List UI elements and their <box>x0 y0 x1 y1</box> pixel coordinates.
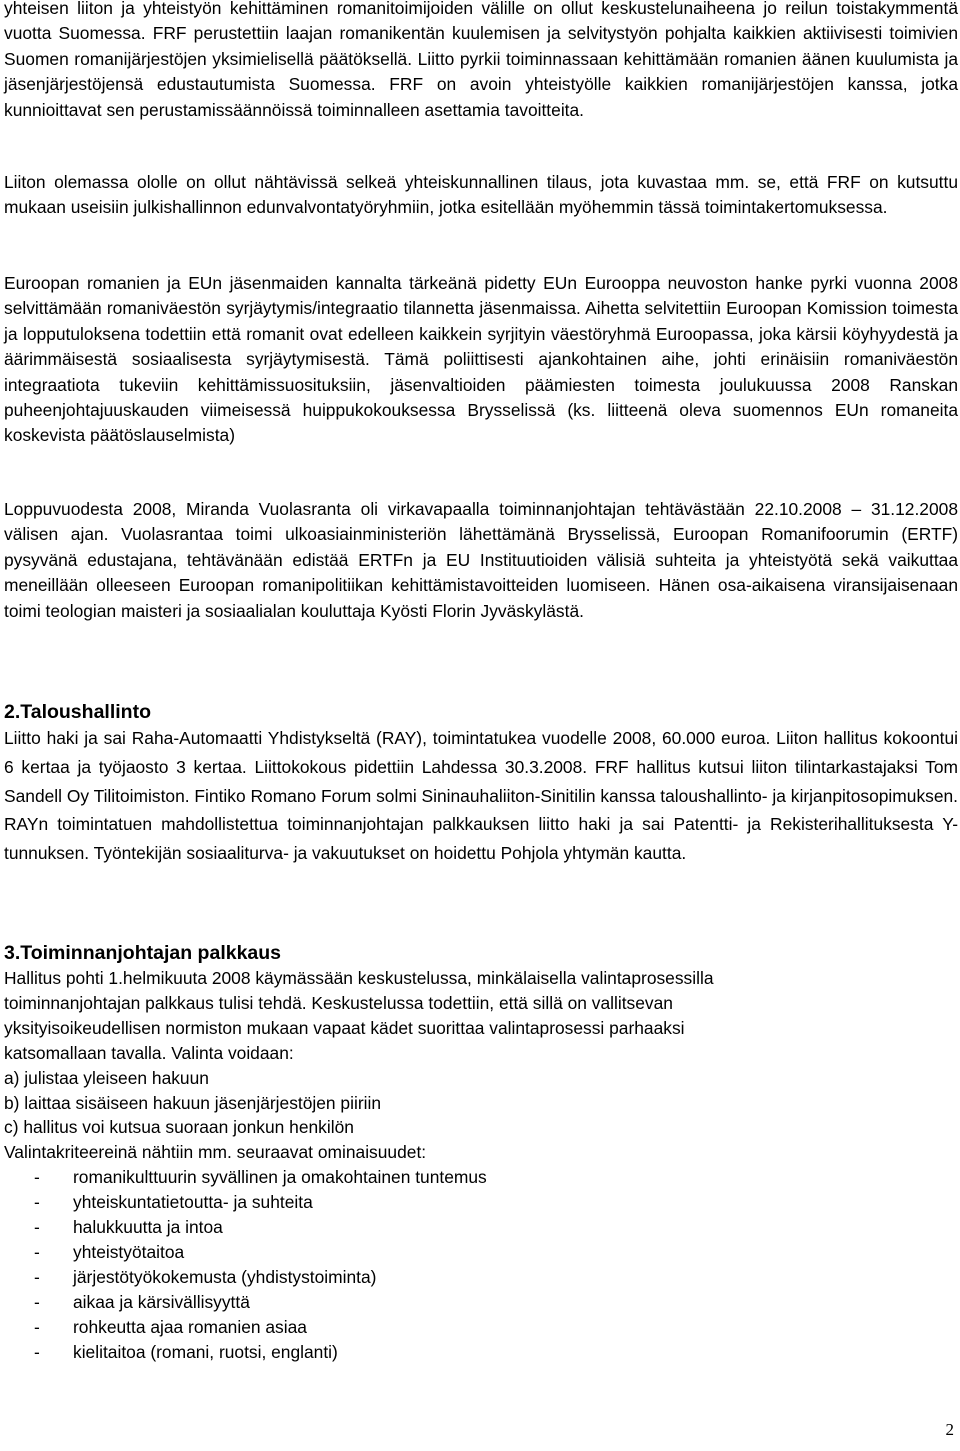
criteria-list <box>4 1165 958 1364</box>
criteria-text: halukkuutta ja intoa <box>73 1217 223 1238</box>
heading-director-hiring: 3.Toiminnanjohtajan palkkaus <box>4 942 282 964</box>
criteria-text: kielitaitoa (romani, ruotsi, englanti) <box>73 1341 338 1362</box>
criteria-text: järjestötyökokemusta (yhdistystoiminta) <box>73 1266 377 1287</box>
text-line: katsomallaan tavalla. Valinta voidaan: <box>4 1042 294 1063</box>
paragraph-societal-demand: Liiton olemassa ololle on ollut nähtävissä selkeä yhteiskunnallinen tilaus, jota kuvastaa mm. se, että FRF on kutsuttu mukaan useisiin julkishallinnon edunvalvontatyöryhmiin, jotka esitellään myöhemmin tässä toimintakertomuksessa. <box>4 172 958 218</box>
dash-bullet: - <box>34 1266 40 1287</box>
dash-bullet: - <box>34 1217 40 1238</box>
list-item <box>4 1340 958 1365</box>
paragraph-eu-roma: Euroopan romanien ja EUn jäsenmaiden kannalta tärkeänä pidetty EUn Eurooppa neuvoston hanke pyrki vuonna 2008 selvittämään romaniväestön syrjäytymis/integraatio tilannetta jäsenmaissa. Aihetta selvitettiin Euroopan Komission toimesta ja lopputuloksena todettiin että romanit ovat edelleen kaikkein syrjityin väestöryhmä Euroopassa, joka kärsii köyhyydestä ja äärimmäisestä sosiaalisesta syrjäytymisestä. Tämä poliittisesti ajankohtainen aihe, johti erinäisiin romaniväestön integraatiota tukeviin kehittämissuosituksiin, jäsenvaltioiden päämiesten toimesta joulukuussa 2008 Ranskan puheenjohtajuuskauden viimeisessä huippukokouksessa Brysselissä (ks. liitteenä oleva suomennos EUn romaneita koskevista päätöslauselmista) <box>4 273 958 446</box>
list-item <box>4 1165 958 1190</box>
list-item <box>4 1190 958 1215</box>
text-line: yksityisoikeudellisen normiston mukaan vapaat kädet suorittaa valintaprosessi parhaaksi <box>4 1017 685 1038</box>
section-director-hiring <box>4 966 958 1365</box>
criteria-text: romanikulttuurin syvällinen ja omakohtainen tuntemus <box>73 1167 487 1188</box>
dash-bullet: - <box>34 1241 40 1262</box>
option-b: b) laittaa sisäiseen hakuun jäsenjärjestöjen piiriin <box>4 1092 382 1113</box>
option-a: a) julistaa yleiseen hakuun <box>4 1067 209 1088</box>
dash-bullet: - <box>34 1291 40 1312</box>
paragraph-frf-background: yhteisen liiton ja yhteistyön kehittäminen romanitoimijoiden välille on ollut keskustelunaiheena jo reilun toistakymmentä vuotta Suomessa. FRF perustettiin laajan romanikentän kuulemisen ja selvitystyön pohjalta kaikkien aktiivisesti toimivien Suomen romanijärjestöjen yksimielisellä päätöksellä. Liitto pyrkii toiminnassaan kehittämään romanien äänen kuulumista ja jäsenjärjestöjensä edustautumista Suomessa. FRF on avoin yhteistyölle kaikkien romanijärjestöjen kanssa, jotka kunnioittavat sen perustamissäännöissä toiminnalleen asettamia tavoitteita. <box>4 0 958 120</box>
list-item <box>4 1265 958 1290</box>
heading-financial-management: 2.Taloushallinto <box>4 701 151 723</box>
dash-bullet: - <box>34 1167 40 1188</box>
paragraph-financial-management: Liitto haki ja sai Raha-Automaatti Yhdistykseltä (RAY), toimintatukea vuodelle 2008, 60.000 euroa. Liiton hallitus kokoontui 6 kertaa ja työjaosto 3 kertaa. Liittokokous pidettiin Lahdessa 30.3.2008. FRF hallitus kutsui liiton tilintarkastajaksi Tom Sandell Oy Tilitoimiston. Fintiko Romano Forum solmi Sininauhaliiton-Sinitilin kanssa taloushallinto- ja kirjanpitosopimuksen. RAYn toimintatuen mahdollistettua toiminnanjohtajan palkkauksen liitto haki ja sai Patentti- ja Rekisterihallituksesta Y-tunnuksen. Työntekijän sosiaaliturva- ja vakuutukset on hoidettu Pohjola yhtymän kautta. <box>4 728 959 864</box>
paragraph-leave-of-absence: Loppuvuodesta 2008, Miranda Vuolasranta oli virkavapaalla toiminnanjohtajan tehtävästään 22.10.2008 – 31.12.2008 välisen ajan. Vuolasrantaa toimi ulkoasiainministeriön lähettämänä Brysselissä, Euroopan Romanifoorumin (ERTF) pysyvänä edustajana, tehtävänään edistää ERTFn ja EU Instituutioiden välisiä suhteita ja yhteistyötä sekä vaikuttaa meneillään olleeseen Euroopan romanipolitiikan kehittämistavoitteiden luomiseen. Hänen osa-aikaisena viransijaisenaan toimi teologian maisteri ja sosiaalialan kouluttaja Kyösti Florin Jyväskylästä. <box>4 499 958 621</box>
list-item <box>4 1290 958 1315</box>
text-line: Hallitus pohti 1.helmikuuta 2008 käymässään keskustelussa, minkälaisella valintaprosessilla <box>4 968 714 988</box>
dash-bullet: - <box>34 1316 40 1337</box>
option-c: c) hallitus voi kutsua suoraan jonkun henkilön <box>4 1117 354 1138</box>
list-item <box>4 1240 958 1265</box>
criteria-text: rohkeutta ajaa romanien asiaa <box>73 1316 307 1337</box>
criteria-intro: Valintakriteereinä nähtiin mm. seuraavat ominaisuudet: <box>4 1142 427 1163</box>
criteria-text: aikaa ja kärsivällisyyttä <box>73 1291 250 1312</box>
criteria-text: yhteistyötaitoa <box>73 1241 185 1262</box>
list-item <box>4 1215 958 1240</box>
dash-bullet: - <box>34 1341 40 1362</box>
criteria-text: yhteiskuntatietoutta- ja suhteita <box>73 1192 313 1213</box>
dash-bullet: - <box>34 1192 40 1213</box>
text-line: toiminnanjohtajan palkkaus tulisi tehdä. Keskustelussa todettiin, että sillä on vallitsevan <box>4 992 673 1013</box>
list-item <box>4 1315 958 1340</box>
page-number: 2 <box>945 1420 954 1439</box>
